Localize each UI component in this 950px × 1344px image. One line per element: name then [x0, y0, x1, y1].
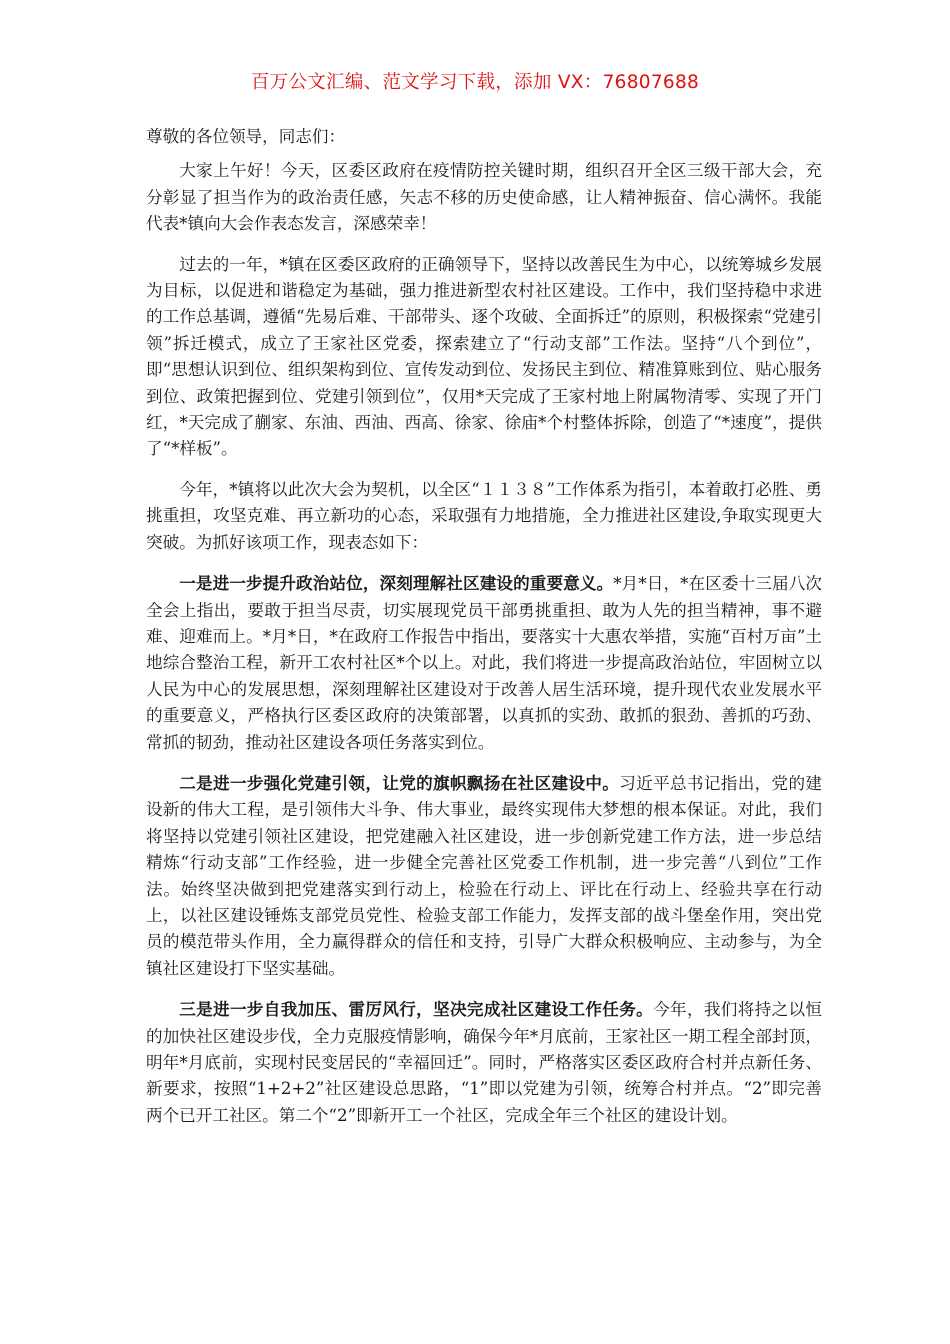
point-two-body: 习近平总书记指出，党的建设新的伟大工程，是引领伟大斗争、伟大事业，最终实现伟大梦想的根本保证。对此，我们将坚持以党建引领社区建设，把党建融入社区建设，进一步创新党建工作方法，进一步总结精炼“行动支部”工作经验，进一步健全完善社区党委工作机制，进一步完善“八到位”工作法。始终坚决做到把党建落实到行动上，检验在行动上、评比在行动上、经验共享在行动上，以社区建设锤炼支部党员党性、检验支部工作能力，发挥支部的战斗堡垒作用，突出党员的模范带头作用，全力赢得群众的信任和支持，引导广大群众积极响应、主动参与，为全镇社区建设打下坚实基础。	[146, 773, 823, 978]
document-body	[146, 124, 822, 1143]
point-one-body: *月*日，*在区委十三届八次全会上指出，要敢于担当尽责，切实展现党员干部勇挑重担、敢为人先的担当精神，事不避难、迎难而上。*月*日，*在政府工作报告中指出，要落实十大惠农举措，实施“百村万亩”土地综合整治工程，新开工农村社区*个以上。对此，我们将进一步提高政治站位，牢固树立以人民为中心的发展思想，深刻理解社区建设对于改善人居生活环境，提升现代农业发展水平的重要意义，严格执行区委区政府的决策部署，以真抓的实劲、敢抓的狠劲、善抓的巧劲、常抓的韧劲，推动社区建设各项任务落实到位。	[146, 574, 823, 752]
point-one-heading: 一是进一步提升政治站位，深刻理解社区建设的重要意义。	[179, 573, 614, 594]
point-three-heading: 三是进一步自我加压、雷厉风行，坚决完成社区建设工作任务。	[179, 999, 654, 1020]
paragraph-intro: 今年，*镇将以此次大会为契机，以全区“１１３８”工作体系为指引，本着敢打必胜、勇挑重担，攻坚克难、再立新功的心态，采取强有力地措施，全力推进社区建设,争取实现更大突破。为抓好该项工作，现表态如下：	[146, 479, 822, 552]
salutation: 尊敬的各位领导，同志们：	[146, 127, 346, 146]
point-three-body: 今年，我们将持之以恒的加快社区建设步伐，全力克服疫情影响，确保今年*月底前，王家社区一期工程全部封顶，明年*月底前，实现村民变居民的“幸福回迁”。同时，严格落实区委区政府合村并点新任务、新要求，按照“1+2+2”社区建设总思路，“1”即以党建为引领，统筹合村并点。“2”即完善两个已开工社区。第二个“2”即新开工一个社区，完成全年三个社区的建设计划。	[146, 1000, 823, 1125]
point-two-heading: 二是进一步强化党建引领，让党的旗帜飘扬在社区建设中。	[179, 772, 620, 793]
paragraph-point-two	[146, 770, 822, 982]
header-banner: 百万公文汇编、范文学习下载，添加 VX：76807688	[250, 72, 700, 93]
paragraph-review: 过去的一年，*镇在区委区政府的正确领导下，坚持以改善民生为中心，以统筹城乡发展为目标，以促进和谐稳定为基础，强力推进新型农村社区建设。工作中，我们坚持稳中求进的工作总基调，遵循“先易后难、干部带头、逐个攻破、全面拆迁”的原则，积极探索“党建引领”拆迁模式，成立了王家社区党委，探索建立了“行动支部”工作法。坚持“八个到位”，即“思想认识到位、组织架构到位、宣传发动到位、发扬民主到位、精准算账到位、贴心服务到位、政策把握到位、党建引领到位”，仅用*天完成了王家村地上附属物清零、实现了开门红，*天完成了蒯家、东油、西油、西高、徐家、徐庙*个村整体拆除，创造了“*速度”，提供了“*样板”。	[146, 254, 822, 459]
paragraph-point-three	[146, 996, 822, 1129]
paragraph-point-one	[146, 570, 822, 756]
paragraph-opening: 大家上午好！今天，区委区政府在疫情防控关键时期，组织召开全区三级干部大会，充分彰显了担当作为的政治责任感，矢志不移的历史使命感，让人精神振奋、信心满怀。我能代表*镇向大会作表态发言，深感荣幸！	[146, 161, 822, 234]
